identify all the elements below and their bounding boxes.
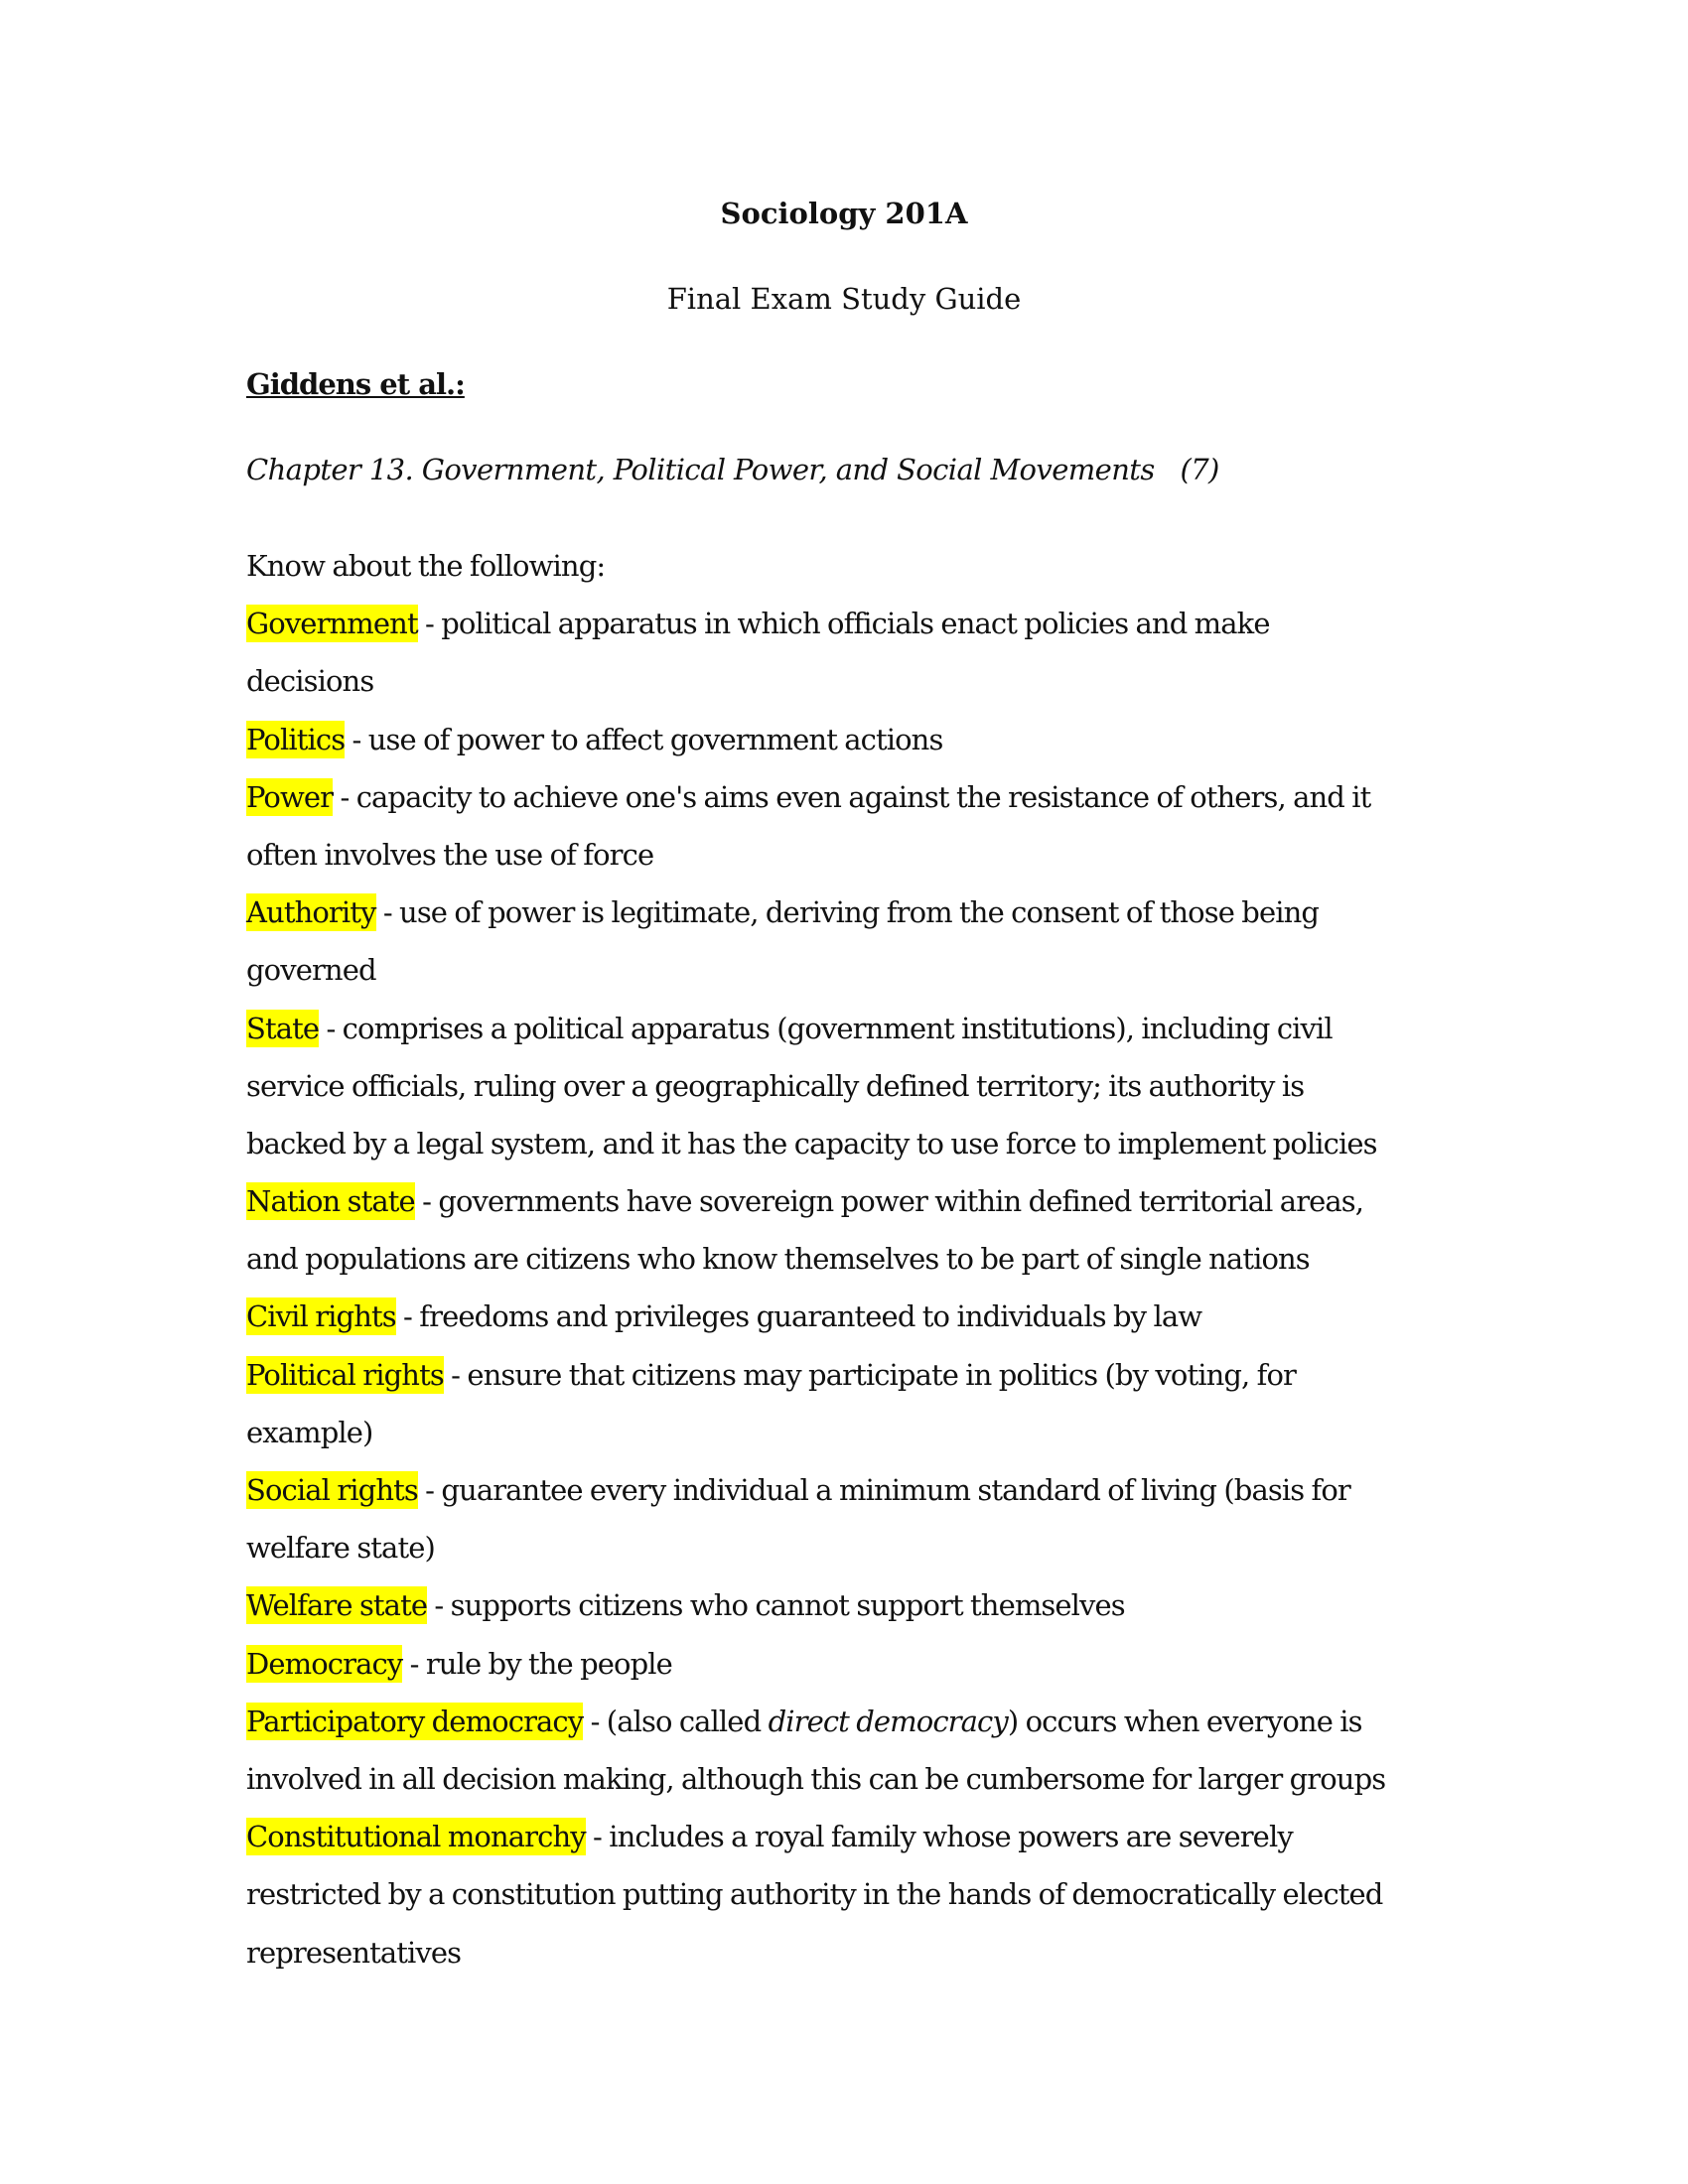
term-line [246, 884, 1428, 941]
definition-continuation: involved in all decision making, although this can be cumbersome for larger groups [246, 1761, 1386, 1796]
term-line [246, 1000, 1428, 1057]
definition-continuation: and populations are citizens who know themselves to be part of single nations [246, 1242, 1310, 1277]
term-line [246, 1576, 1428, 1634]
term-definition: - guarantee every individual a minimum standard of living (basis for [417, 1473, 1350, 1507]
highlighted-term: Authority [246, 895, 376, 930]
highlighted-term: Government [246, 607, 418, 641]
highlighted-term: Civil rights [246, 1299, 396, 1334]
definition-continuation: backed by a legal system, and it has the capacity to use force to implement policies [246, 1126, 1377, 1160]
highlighted-term: Democracy [246, 1646, 403, 1681]
document-title: Sociology 201A [720, 197, 968, 230]
term-definition: - supports citizens who cannot support themselves [427, 1588, 1125, 1623]
term-line [246, 711, 1428, 768]
highlighted-term: Power [246, 779, 334, 814]
definition-continuation: restricted by a constitution putting authority in the hands of democratically elected [246, 1877, 1383, 1912]
term-line [246, 1346, 1428, 1404]
terms-list [246, 537, 1428, 1981]
highlighted-term: State [246, 1011, 320, 1045]
highlighted-term: Participatory democracy [246, 1704, 584, 1738]
term-definition: - includes a royal family whose powers are severely [585, 1820, 1293, 1854]
chapter-heading: Chapter 13. Government, Political Power, and Social Movements (7) [246, 453, 1219, 486]
term-definition: - rule by the people [402, 1646, 672, 1681]
term-line [246, 1808, 1428, 1865]
term-definition: - comprises a political apparatus (government institutions), including civil [319, 1011, 1333, 1045]
section-heading: Giddens et al.: [246, 367, 465, 401]
definition-continuation: example) [246, 1415, 373, 1449]
highlighted-term: Welfare state [246, 1588, 428, 1623]
definition-continuation: often involves the use of force [246, 837, 654, 872]
intro-text: Know about the following: [246, 549, 606, 583]
definition-continuation: decisions [246, 664, 374, 699]
term-line [246, 1693, 1428, 1750]
highlighted-term: Social rights [246, 1473, 418, 1507]
term-line [246, 1461, 1428, 1519]
highlighted-term: Politics [246, 722, 346, 756]
definition-continuation: governed [246, 953, 376, 988]
definition-continuation: representatives [246, 1935, 462, 1970]
term-definition: - use of power to affect government actions [345, 722, 943, 756]
term-line [246, 595, 1428, 652]
term-definition: - freedoms and privileges guaranteed to individuals by law [395, 1299, 1202, 1334]
term-line [246, 1288, 1428, 1345]
term-definition-emphasis: direct democracy [768, 1704, 1008, 1738]
definition-continuation: welfare state) [246, 1531, 435, 1566]
term-definition: - capacity to achieve one's aims even against the resistance of others, and it [333, 779, 1371, 814]
highlighted-term: Nation state [246, 1184, 415, 1219]
term-definition: ) occurs when everyone is [1007, 1704, 1362, 1738]
term-definition: - governments have sovereign power within defined territorial areas, [414, 1184, 1364, 1219]
term-line [246, 768, 1428, 826]
term-line [246, 1172, 1428, 1230]
term-line [246, 1635, 1428, 1693]
definition-continuation: service officials, ruling over a geographically defined territory; its authority is [246, 1068, 1305, 1103]
term-definition: - ensure that citizens may participate in politics (by voting, for [443, 1357, 1297, 1392]
document-subtitle: Final Exam Study Guide [666, 282, 1022, 316]
term-definition: - political apparatus in which officials enact policies and make [417, 607, 1270, 641]
highlighted-term: Constitutional monarchy [246, 1820, 586, 1854]
term-definition: - use of power is legitimate, deriving from the consent of those being [375, 895, 1320, 930]
highlighted-term: Political rights [246, 1357, 444, 1392]
term-definition: - (also called [583, 1704, 769, 1738]
